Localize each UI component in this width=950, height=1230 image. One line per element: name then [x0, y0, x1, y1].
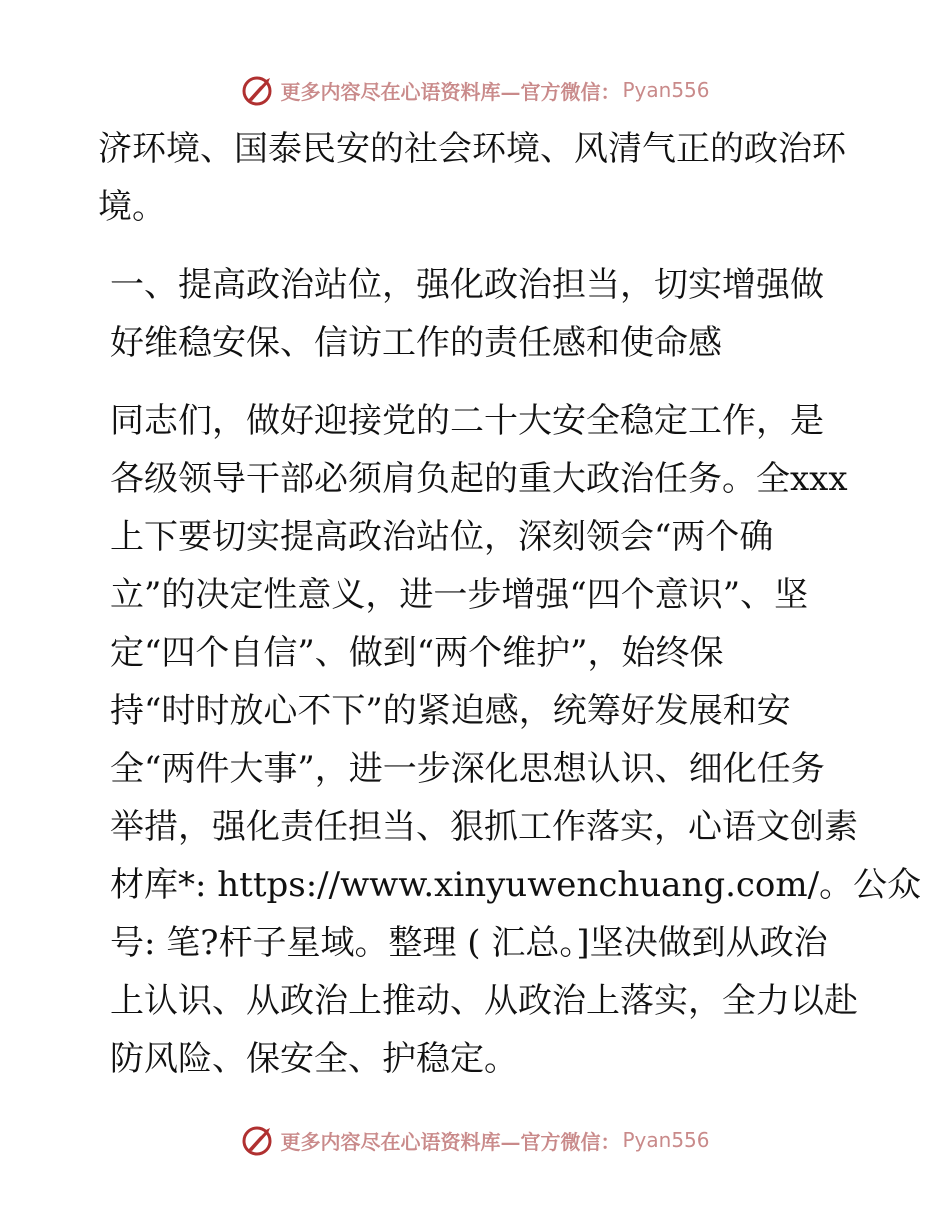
- text-line: 举措，强化责任担当、狠抓工作落实，心语文创素: [110, 807, 858, 847]
- banner-text: 更多内容尽在心语资料库—官方微信：: [280, 1129, 621, 1154]
- quill-pen-logo-icon: [240, 1122, 276, 1158]
- text-line: 同志们，做好迎接党的二十大安全稳定工作，是: [110, 401, 824, 441]
- section-heading: [98, 256, 850, 372]
- text-line: 各级领导干部必须肩负起的重大政治任务。全xxx: [110, 459, 848, 499]
- banner-wechat-id: Pyan556: [622, 78, 710, 102]
- text-line: 定“四个自信”、做到“两个维护”，始终保: [110, 633, 724, 673]
- banner-text: 更多内容尽在心语资料库—官方微信：: [280, 79, 621, 104]
- text-line: 一、提高政治站位，强化政治担当，切实增强做: [110, 265, 824, 305]
- text-line: 立”的决定性意义，进一步增强“四个意识”、坚: [110, 575, 809, 615]
- text-line: 济环境、国泰民安的社会环境、风清气正的政治环: [98, 129, 846, 169]
- text-line: 境。: [98, 187, 166, 227]
- text-line: 材库*: https://www.xinyuwenchuang.com/。公众: [110, 865, 922, 905]
- text-line: 上认识、从政治上推动、从政治上落实，全力以赴: [110, 981, 858, 1021]
- body-paragraph: [98, 392, 922, 1088]
- quill-pen-logo-icon: [240, 72, 276, 108]
- text-line: 上下要切实提高政治站位，深刻领会“两个确: [110, 517, 774, 557]
- text-line: 全“两件大事”，进一步深化思想认识、细化任务: [110, 749, 825, 789]
- banner-wechat-id: Pyan556: [622, 1128, 710, 1152]
- text-line: 号: 笔?杆子星域。整理 ( 汇总。]坚决做到从政治: [110, 923, 828, 963]
- text-line: 持“时时放心不下”的紧迫感，统筹好发展和安: [110, 691, 791, 731]
- footer-banner: [0, 1120, 950, 1160]
- paragraph-continuation: [98, 120, 850, 236]
- text-line: 防风险、保安全、护稳定。: [110, 1039, 518, 1079]
- text-line: 好维稳安保、信访工作的责任感和使命感: [110, 323, 722, 363]
- document-body: [98, 120, 922, 1088]
- header-banner: [0, 70, 950, 110]
